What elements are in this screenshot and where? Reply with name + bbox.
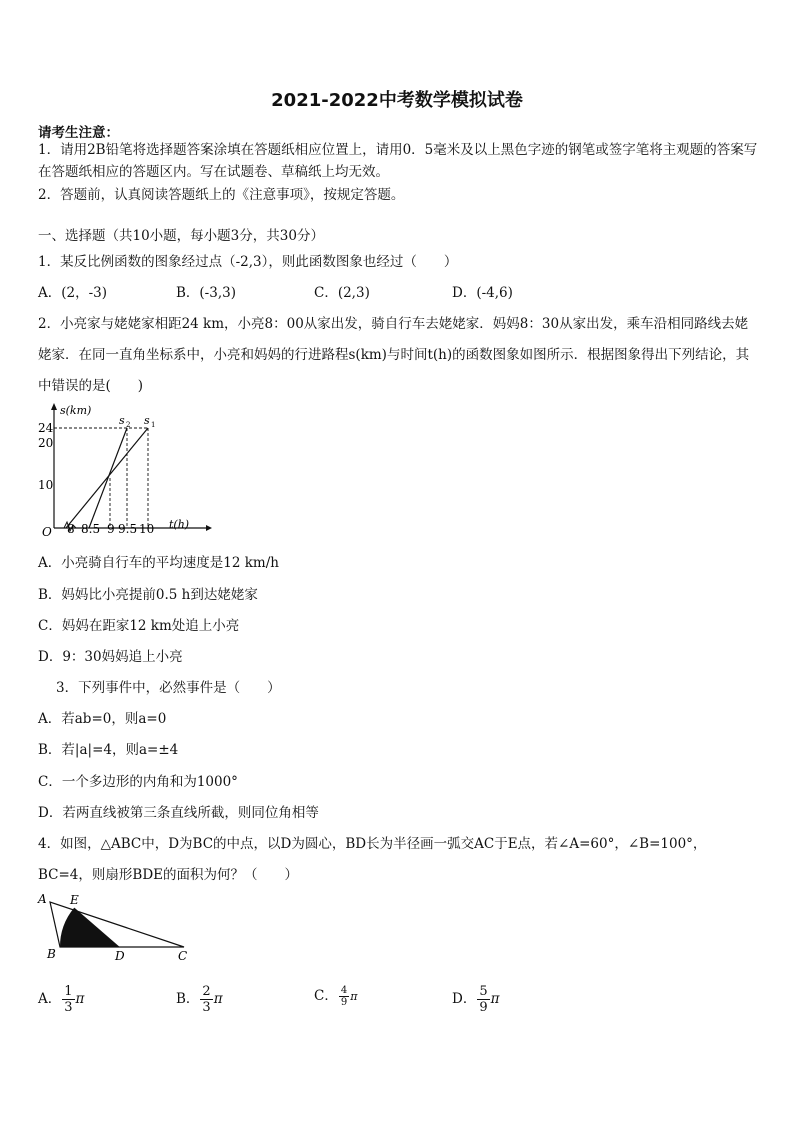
label-c: C [178, 949, 188, 962]
y-axis-label: s(km) [60, 404, 92, 417]
pi-symbol: π [75, 991, 85, 1007]
notice-heading: 请考生注意： [38, 125, 119, 141]
x-tick-9-5: 9.5 [118, 522, 138, 536]
label-a: A [38, 892, 47, 906]
label-b: B [47, 947, 56, 961]
label-e: E [70, 893, 79, 907]
line-s1 [66, 428, 148, 528]
q4-option-b[interactable] [176, 984, 223, 1015]
numerator: 2 [202, 984, 211, 999]
line-label-s2-sub: 2 [126, 421, 131, 429]
x-axis-arrow-icon [206, 525, 212, 531]
q1-option-b[interactable]: B．(-3,3) [176, 285, 236, 301]
q2-option-b[interactable]: B．妈妈比小亮提前0.5 h到达姥姥家 [38, 587, 258, 603]
denominator: 9 [479, 1000, 488, 1015]
line-label-s2: s [119, 414, 125, 427]
line-s2 [89, 428, 127, 528]
page-title: 2021-2022中考数学模拟试卷 [271, 90, 523, 111]
denominator: 3 [64, 1000, 73, 1015]
q4-option-a-fraction [62, 984, 74, 1015]
y-tick-24: 24 [38, 421, 54, 435]
line-label-s1: s [144, 414, 150, 427]
question-1-stem: 1．某反比例函数的图象经过点（-2,3），则此函数图象也经过（ ） [38, 254, 458, 270]
q4-option-d-fraction [477, 984, 489, 1015]
pi-symbol: π [490, 991, 500, 1007]
q3-option-b[interactable]: B．若|a|=4，则a=±4 [38, 742, 179, 758]
q3-option-d[interactable]: D．若两直线被第三条直线所截，则同位角相等 [38, 805, 319, 821]
denominator: 9 [340, 997, 348, 1008]
q4-option-b-letter: B． [176, 991, 200, 1007]
q4-option-d[interactable] [452, 984, 499, 1015]
section-heading: 一、选择题（共10小题，每小题3分，共30分） [38, 228, 324, 244]
x-tick-10: 10 [139, 522, 155, 536]
y-tick-10: 10 [38, 478, 54, 492]
q4-option-c-letter: C． [314, 988, 338, 1004]
question-3-stem: 3．下列事件中，必然事件是（ ） [56, 680, 281, 696]
question-4-stem: 4．如图，△ABC中，D为BC的中点，以D为圆心，BD长为半径画一弧交AC于E点，若∠A=60°，∠B=100°，BC=4，则扇形BDE的面积为何？（ ） [38, 836, 707, 883]
triangle-sector-figure [34, 890, 194, 962]
q1-option-a[interactable]: A．(2，-3) [38, 285, 108, 301]
numerator: 5 [479, 984, 488, 999]
q4-option-a[interactable] [38, 984, 84, 1015]
x-tick-8-5: 8.5 [81, 522, 101, 536]
y-tick-20: 20 [38, 436, 54, 450]
notice-item-1: 1．请用2B铅笔将选择题答案涂填在答题纸相应位置上，请用0．5毫米及以上黑色字迹的钢笔或签字笔将主观题的答案写在答题纸相应的答题区内。写在试题卷、草稿纸上均无效。 [38, 142, 758, 180]
sector-bde [60, 908, 119, 947]
line-label-s1-sub: 1 [151, 421, 156, 429]
q4-option-d-letter: D． [452, 991, 477, 1007]
q4-option-a-letter: A． [38, 991, 62, 1007]
q4-option-b-fraction [200, 984, 212, 1015]
question-4-options [38, 984, 758, 1024]
question-1-options [38, 281, 758, 301]
notice-item-2: 2．答题前，认真阅读答题纸上的《注意事项》，按规定答题。 [38, 187, 405, 203]
x-axis-label: t(h) [169, 518, 190, 531]
label-d: D [115, 949, 125, 962]
numerator: 1 [64, 984, 73, 999]
q1-option-c[interactable]: C．(2,3) [314, 285, 370, 301]
q1-option-d[interactable]: D．(-4,6) [452, 285, 513, 301]
denominator: 3 [202, 1000, 211, 1015]
q4-option-c-fraction [339, 985, 349, 1008]
x-tick-8: 8 [67, 522, 75, 536]
numerator: 4 [340, 985, 348, 996]
q4-option-c[interactable] [314, 984, 357, 1008]
distance-time-graph [36, 400, 216, 540]
q3-option-a[interactable]: A．若ab=0，则a=0 [38, 711, 167, 727]
q2-option-a[interactable]: A．小亮骑自行车的平均速度是12 km/h [38, 555, 279, 571]
y-axis-arrow-icon [51, 403, 57, 410]
origin-label: O [42, 525, 52, 539]
q2-option-d[interactable]: D．9：30妈妈追上小亮 [38, 649, 183, 665]
q3-option-c[interactable]: C．一个多边形的内角和为1000° [38, 774, 238, 790]
question-2-stem: 2．小亮家与姥姥家相距24 km，小亮8：00从家出发，骑自行车去姥姥家．妈妈8：30从家出发，乘车沿相同路线去姥姥家．在同一直角坐标系中，小亮和妈妈的行进路程s(km)与时间t(h)的函数图象如图所示．根据图象得出下列结论，其中错误的是( ) [38, 316, 750, 394]
x-tick-9: 9 [107, 522, 115, 536]
pi-symbol: π [213, 991, 223, 1007]
q2-option-c[interactable]: C．妈妈在距家12 km处追上小亮 [38, 618, 240, 634]
pi-symbol: π [350, 990, 358, 1003]
